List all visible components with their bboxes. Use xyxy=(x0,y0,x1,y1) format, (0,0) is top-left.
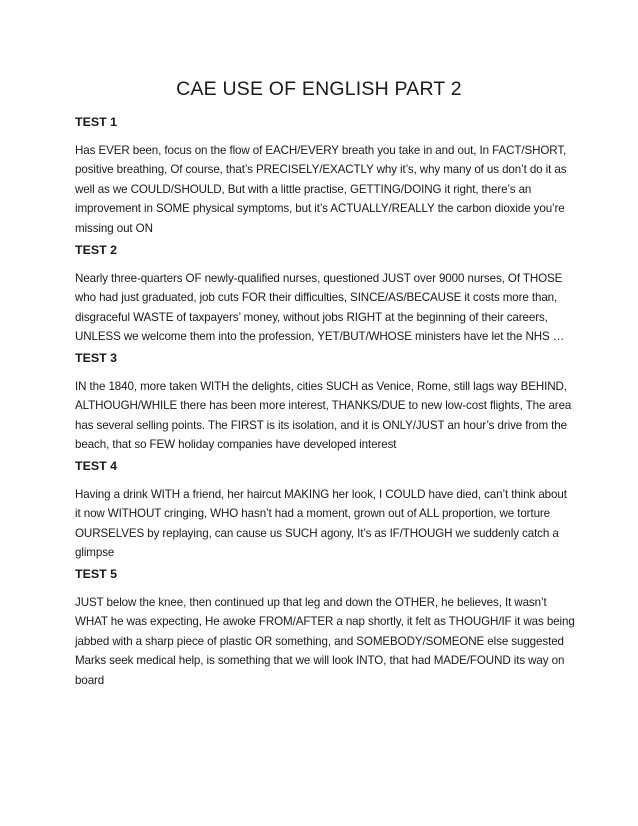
section-heading: TEST 1 xyxy=(75,115,117,129)
section-heading: TEST 5 xyxy=(75,567,117,581)
section-test-4 xyxy=(75,456,575,563)
section-body: IN the 1840, more taken WITH the delights, cities SUCH as Venice, Rome, still lags way BEHIND, ALTHOUGH/WHILE there has been more interest, THANKS/DUE to new low-cost flights, The area has several selling points. The FIRST is its isolation, and it is ONLY/JUST an hour’s drive from the beach, that so FEW holiday companies have developed interest xyxy=(75,380,572,452)
section-test-2 xyxy=(75,240,575,347)
section-body: Nearly three-quarters OF newly-qualified nurses, questioned JUST over 9000 nurses, Of THOSE who had just graduated, job cuts FOR their difficulties, SINCE/AS/BECAUSE it costs more than, disgraceful WASTE of taxpayers’ money, without jobs RIGHT at the beginning of their careers, UNLESS we welcome them into the profession, YET/BUT/WHOSE ministers have let the NHS … xyxy=(75,272,565,344)
section-test-3 xyxy=(75,348,575,455)
section-test-5 xyxy=(75,564,575,690)
section-test-1 xyxy=(75,112,575,238)
section-body: Has EVER been, focus on the flow of EACH/EVERY breath you take in and out, In FACT/SHORT, positive breathing, Of course, that’s PRECISELY/EXACTLY why it’s, why many of us don’t do it as well as we COULD/SHOULD, But with a little practise, GETTING/DOING it right, there’s an improvement in SOME physical symptoms, but it’s ACTUALLY/REALLY the carbon dioxide you’re missing out ON xyxy=(75,144,567,235)
document-content xyxy=(75,112,575,687)
section-body: JUST below the knee, then continued up that leg and down the OTHER, he believes, It wasn’t WHAT he was expecting, He awoke FROM/AFTER a nap shortly, it felt as THOUGH/IF it was being jabbed with a sharp piece of plastic OR something, and SOMEBODY/SOMEONE else suggested Marks seek medical help, is something that we will look INTO, that had MADE/FOUND its way on board xyxy=(75,596,575,687)
section-heading: TEST 3 xyxy=(75,351,117,365)
section-heading: TEST 2 xyxy=(75,243,117,257)
section-body: Having a drink WITH a friend, her haircut MAKING her look, I COULD have died, can’t think about it now WITHOUT cringing, WHO hasn’t had a moment, grown out of ALL proportion, we torture OURSELVES by replaying, can cause us SUCH agony, It’s as IF/THOUGH we suddenly catch a glimpse xyxy=(75,488,567,560)
document-title: CAE USE OF ENGLISH PART 2 xyxy=(176,78,462,100)
section-heading: TEST 4 xyxy=(75,459,117,473)
